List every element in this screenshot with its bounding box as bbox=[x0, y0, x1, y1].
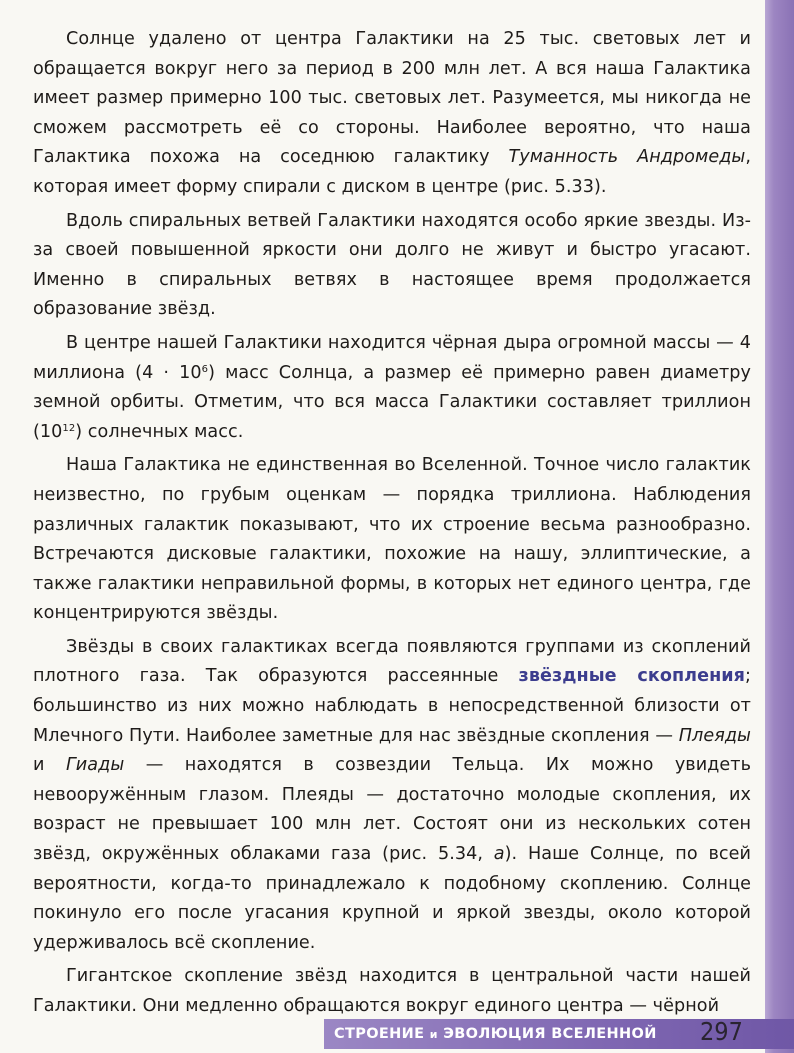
chapter-title: СТРОЕНИЕ и ЭВОЛЮЦИЯ ВСЕЛЕННОЙ bbox=[334, 1026, 657, 1042]
paragraph-6: Гигантское скопление звёзд находится в центральной части нашей Галактики. Они медленно обращаются вокруг единого центра — чёрной bbox=[33, 966, 751, 1016]
paragraph-5: Звёзды в своих галактиках всегда появляются группами из скоплений плотного газа. Так образуются рассеянные звёздные скопления; большинство из них можно наблюдать в непосредственной близости от Млечного Пути. Наиболее заметные для нас звёздные скопления — Плеяды и Гиады — находятся в созвездии Тельца. Их можно увидеть невооружённым глазом. Плеяды — достаточно молодые скопления, их возраст не превышает 100 млн лет. Состоят они из нескольких сотен звёзд, окружённых облаками газа (рис. 5.34, а). Наше Солнце, по всей вероятности, когда-то принадлежало к подобному скоплению. Солнце покинуло его после угасания крупной и яркой звезды, около которой удерживалось всё скопление. bbox=[33, 636, 751, 953]
paragraph-3: В центре нашей Галактики находится чёрная дыра огромной массы — 4 миллиона $(4 \cdot 10^6)$ масс Солнца, а размер её примерно равен диаметру земной орбиты. Отметим, что вся масса Галактики составляет триллион $(10^{12})$ солнечных масс. bbox=[33, 332, 751, 442]
body-text bbox=[33, 25, 751, 1022]
italic-figure-letter: а bbox=[493, 844, 505, 865]
paragraph-2: Вдоль спиральных ветвей Галактики находятся особо яркие звезды. Из-за своей повышенной яркости они долго не живут и быстро угасают. Именно в спиральных ветвях в настоящее время продолжается образование звёзд. bbox=[33, 210, 751, 320]
highlighted-term: звёздные скопления bbox=[518, 666, 746, 687]
italic-term-andromeda: Туманность Андромеды bbox=[508, 147, 746, 168]
superscript-exponent: 12 bbox=[62, 422, 76, 434]
italic-term-pleiades: Плеяды bbox=[678, 725, 751, 746]
superscript-exponent: 6 bbox=[201, 363, 209, 375]
side-color-bar bbox=[765, 0, 794, 1053]
paragraph-1: Солнце удалено от центра Галактики на 25 тыс. световых лет и обращается вокруг него за период в 200 млн лет. А вся наша Галактика имеет размер примерно 100 тыс. световых лет. Разумеется, мы никогда не сможем рассмотреть её со стороны. Наиболее вероятно, что наша Галактика похожа на соседнюю галактику Туманность Андромеды, которая имеет форму спирали с диском в центре (рис. 5.33). bbox=[33, 29, 752, 197]
italic-term-hyades: Гиады bbox=[65, 755, 125, 776]
page-number: 297 bbox=[700, 1017, 743, 1046]
paragraph-4: Наша Галактика не единственная во Вселенной. Точное число галактик неизвестно, по грубым оценкам — порядка триллиона. Наблюдения различных галактик показывают, что их строение весьма разнообразно. Встречаются дисковые галактики, похожие на нашу, эллиптические, а также галактики неправильной формы, в которых нет единого центра, где концентрируются звёзды. bbox=[33, 455, 751, 624]
